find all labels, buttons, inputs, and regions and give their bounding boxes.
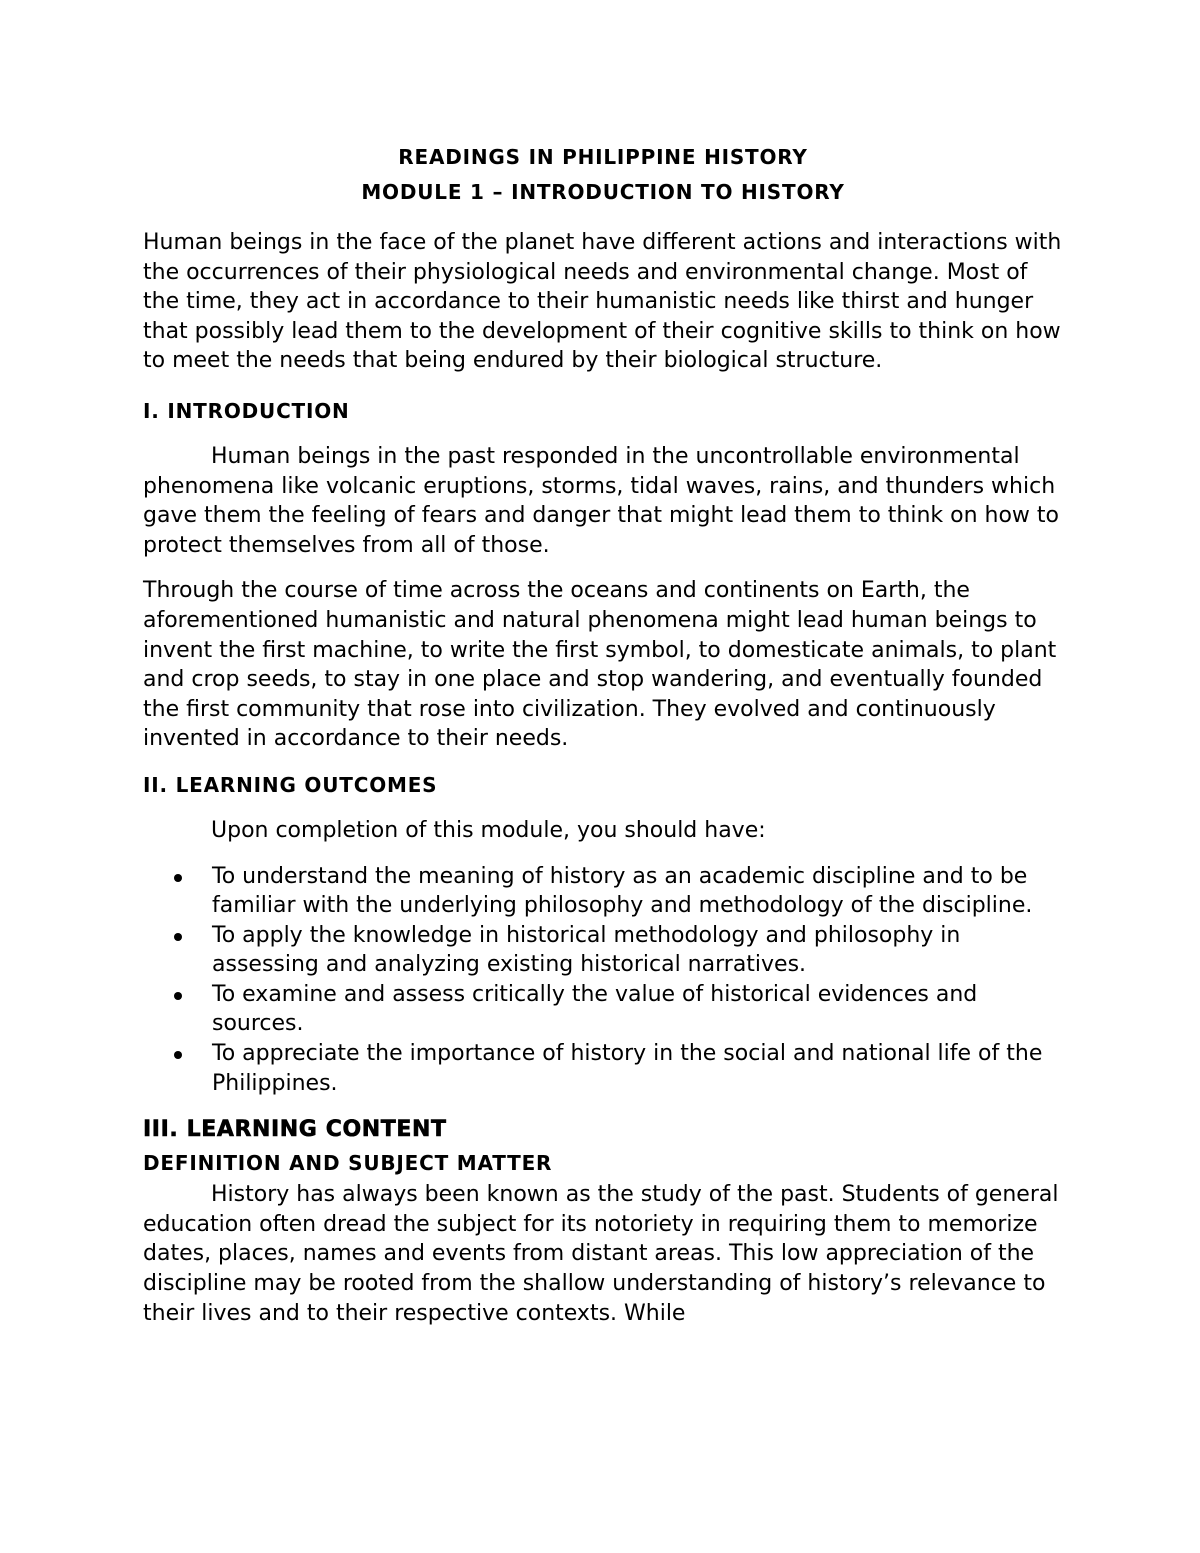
module-title: MODULE 1 – INTRODUCTION TO HISTORY — [361, 180, 845, 204]
bullet-icon — [174, 933, 182, 941]
learning-outcomes-lead: Upon completion of this module, you should have: — [211, 817, 766, 843]
bullet-icon — [174, 1051, 182, 1059]
list-item-text: To examine and assess critically the value of historical evidences and sources. — [212, 981, 978, 1037]
list-item — [143, 862, 1063, 921]
document-title: READINGS IN PHILIPPINE HISTORY — [398, 145, 808, 169]
list-item — [143, 921, 1063, 980]
list-item-text: To understand the meaning of history as an academic discipline and to be familiar with the underlying philosophy and methodology of the discipline. — [212, 863, 1033, 919]
subheading-definition: DEFINITION AND SUBJECT MATTER — [143, 1151, 553, 1176]
introduction-paragraph-1: Human beings in the past responded in the uncontrollable environmental phenomena like volcanic eruptions, storms, tidal waves, rains, and thunders which gave them the feeling of fears and danger that might lead them to think on how to protect themselves from all of those. — [143, 443, 1059, 558]
bullet-icon — [174, 992, 182, 1000]
document-page — [143, 140, 1063, 1328]
learning-outcomes-list — [143, 862, 1063, 1099]
section-heading-learning-content: III. LEARNING CONTENT — [143, 1117, 447, 1143]
section-heading-learning-outcomes: II. LEARNING OUTCOMES — [143, 772, 438, 797]
list-item-text: To apply the knowledge in historical methodology and philosophy in assessing and analyzing existing historical narratives. — [212, 922, 961, 978]
bullet-icon — [174, 874, 182, 882]
intro-paragraph: Human beings in the face of the planet have different actions and interactions with the occurrences of their physiological needs and environmental change. Most of the time, they act in accordance to their humanistic needs like thirst and hunger that possibly lead them to the development of their cognitive skills to think on how to meet the needs that being endured by their biological structure. — [143, 230, 1062, 374]
list-item — [143, 980, 1063, 1039]
section-heading-introduction: I. INTRODUCTION — [143, 398, 350, 423]
list-item-text: To appreciate the importance of history in the social and national life of the Philippines. — [212, 1041, 1043, 1096]
introduction-paragraph-2: Through the course of time across the oceans and continents on Earth, the aforementioned humanistic and natural phenomena might lead human beings to invent the first machine, to write the first symbol, to domesticate animals, to plant and crop seeds, to stay in one place and stop wandering, and eventually founded the first community that rose into civilization. They evolved and continuously invented in accordance to their needs. — [143, 578, 1057, 752]
list-item — [143, 1039, 1063, 1098]
learning-content-paragraph-1: History has always been known as the study of the past. Students of general education often dread the subject for its notoriety in requiring them to memorize dates, places, names and events from distant areas. This low appreciation of the discipline may be rooted from the shallow understanding of history’s relevance to their lives and to their respective contexts. While — [143, 1182, 1059, 1326]
